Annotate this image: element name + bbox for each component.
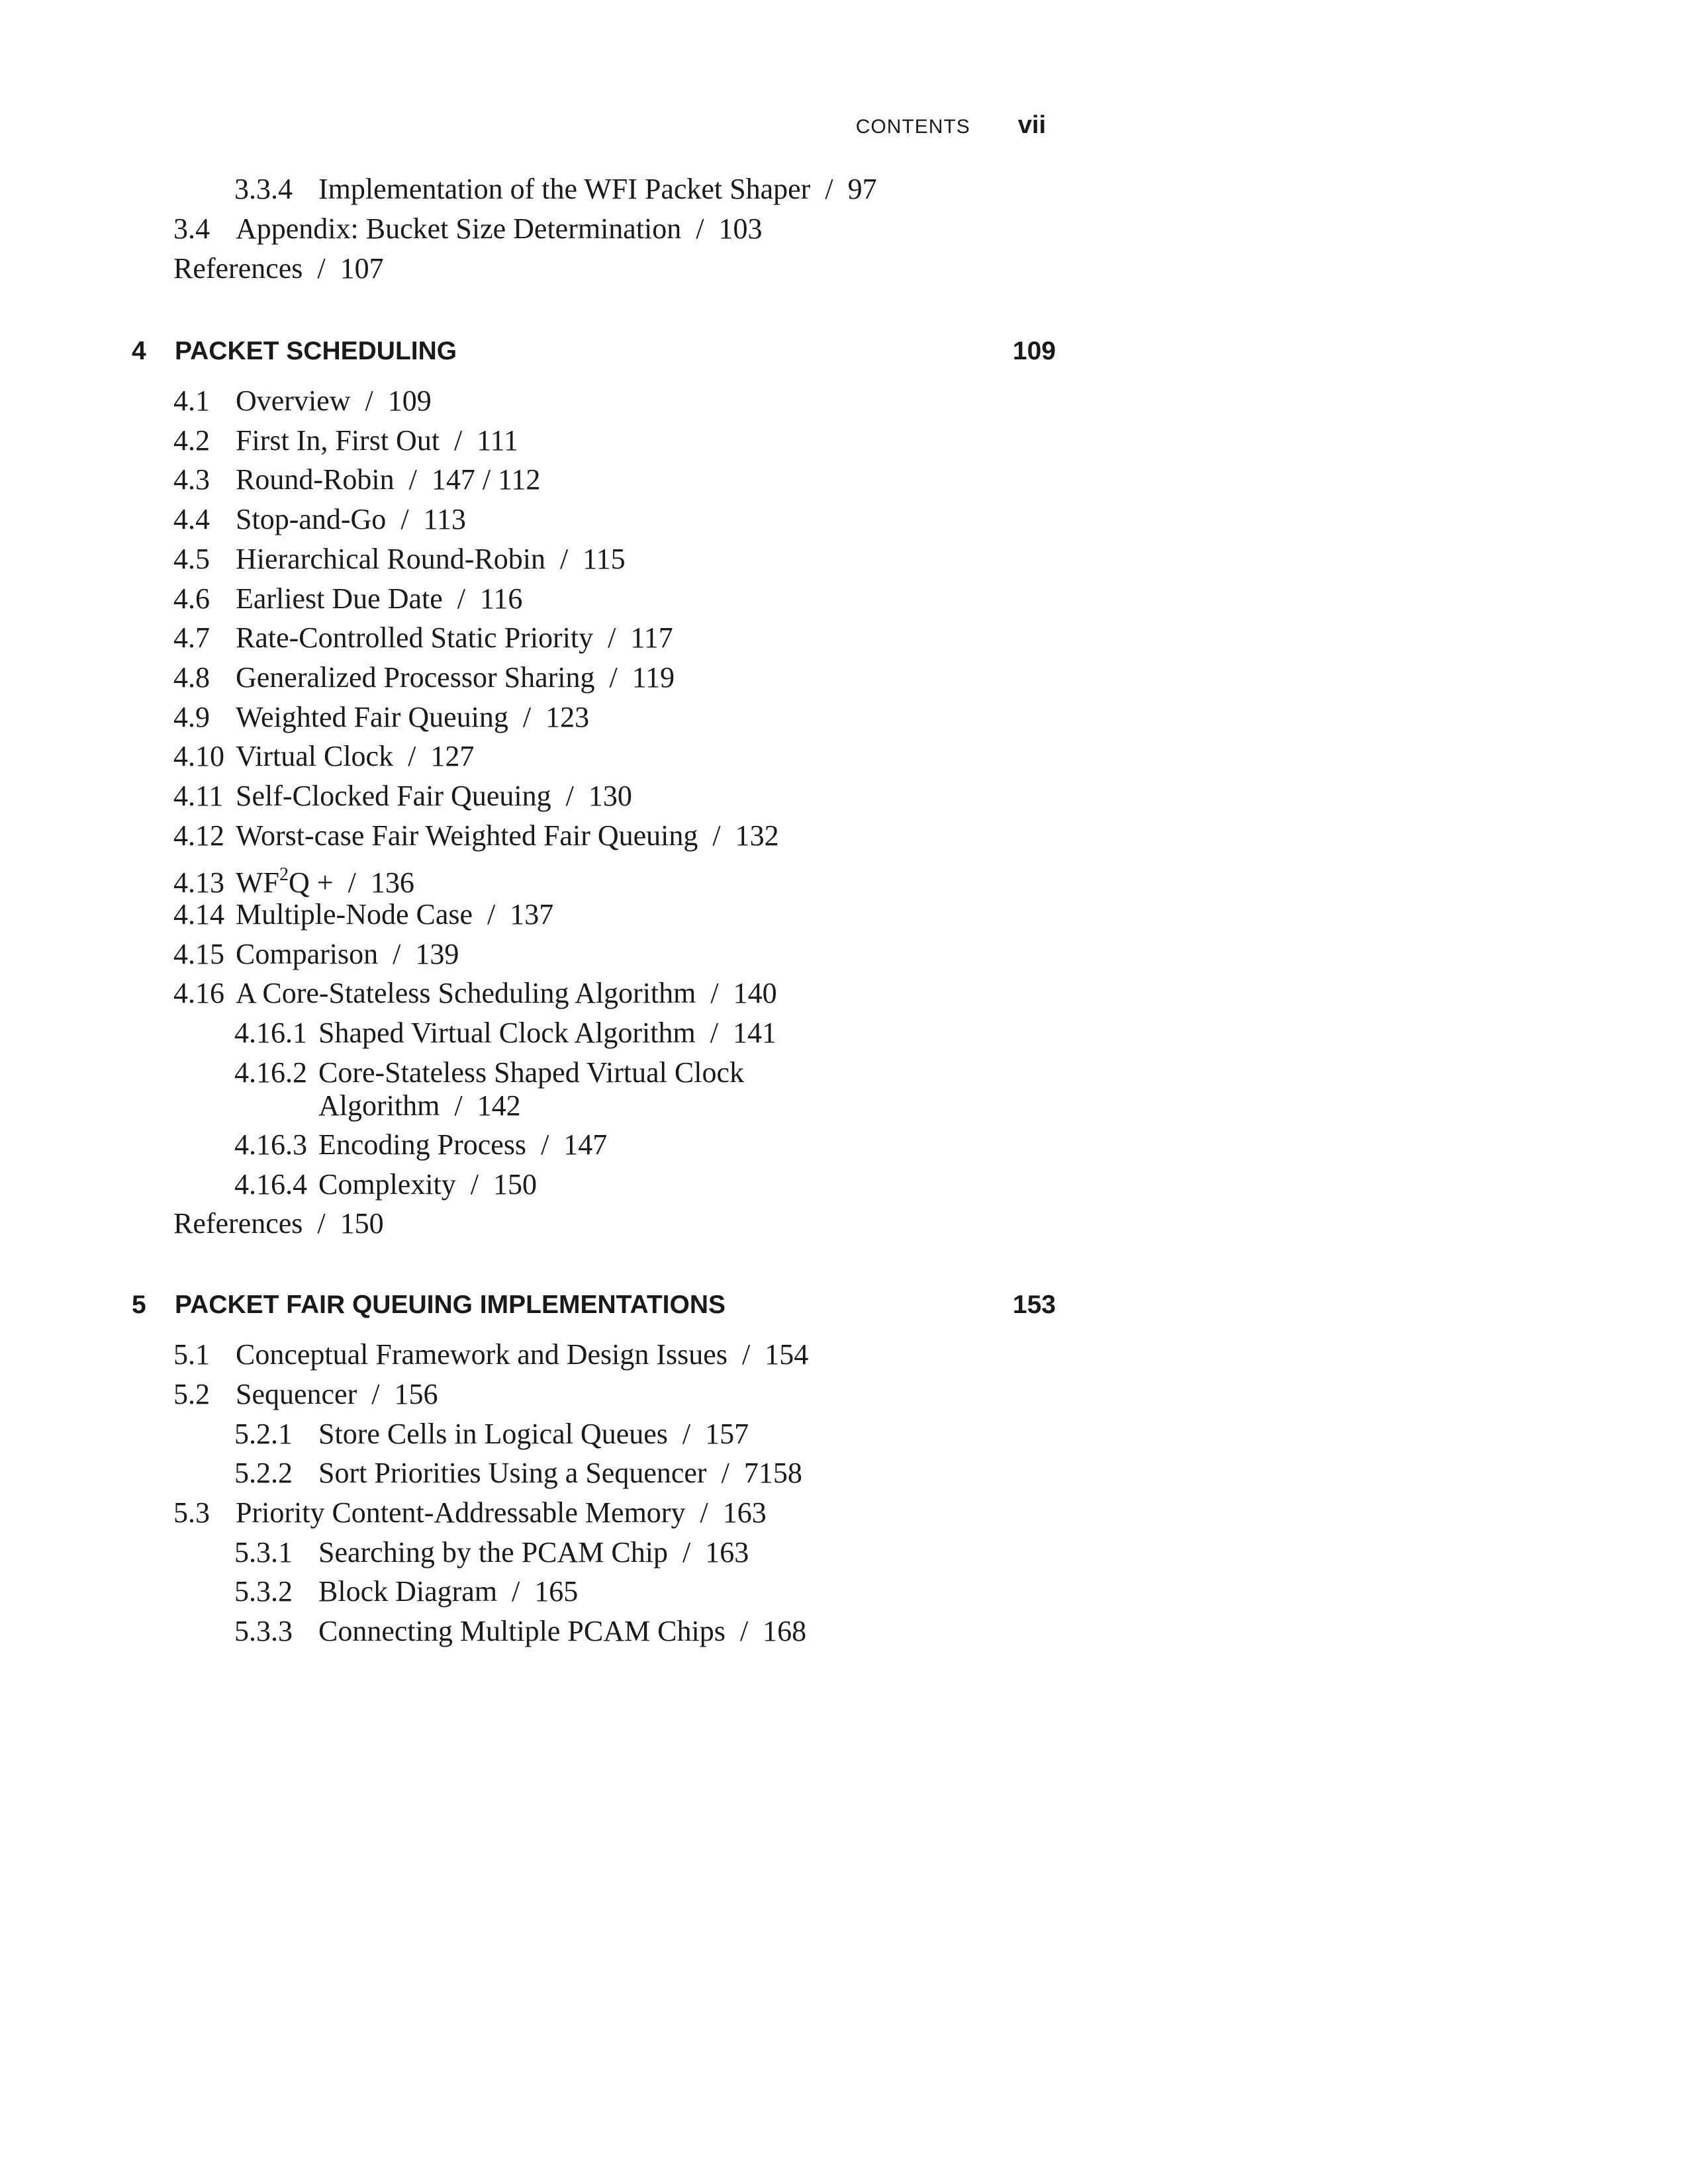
toc-entry[interactable]: 4.16.3 Encoding Process / 147 — [234, 1128, 608, 1161]
toc-entry-number: 5.2 — [173, 1378, 210, 1410]
chapter-title: PACKET SCHEDULING — [175, 337, 457, 365]
toc-entry-title: Encoding Process — [318, 1128, 527, 1161]
toc-entry-page: 132 — [735, 819, 779, 852]
chapter-number: 4 — [132, 337, 146, 365]
toc-entry-title: Rate-Controlled Static Priority — [236, 621, 594, 654]
toc-entry-title: Priority Content-Addressable Memory — [236, 1496, 686, 1529]
toc-entry-page: 136 — [370, 866, 414, 899]
toc-entry-page: 156 — [394, 1378, 438, 1410]
toc-entry-page: 113 — [423, 503, 466, 535]
toc-entry[interactable]: 4.16.4 Complexity / 150 — [234, 1168, 538, 1201]
toc-entry-title: Round-Robin — [236, 463, 395, 496]
toc-entry-page: 123 — [545, 701, 590, 733]
toc-entry[interactable]: 4.4 Stop-and-Go / 113 — [173, 503, 466, 535]
toc-entry-number: 4.16.2 — [234, 1056, 307, 1089]
toc-entry[interactable]: 4.3 Round-Robin / 147 / 112 — [173, 463, 541, 496]
toc-entry-page: 139 — [415, 938, 459, 970]
toc-entry-page: 109 — [387, 385, 432, 417]
toc-entry-page: 97 — [847, 173, 877, 205]
toc-entry[interactable]: 5.2.2 Sort Priorities Using a Sequencer / 7158 — [234, 1457, 802, 1489]
toc-entry-number: 4.4 — [173, 503, 210, 535]
toc-entry[interactable]: 5.3 Priority Content-Addressable Memory / 163 — [173, 1496, 767, 1529]
toc-entry[interactable] — [234, 1056, 744, 1089]
toc-entry[interactable]: 4.5 Hierarchical Round-Robin / 115 — [173, 543, 626, 575]
toc-entry-title: Virtual Clock — [236, 740, 394, 772]
toc-entry-number: 4.9 — [173, 701, 210, 733]
toc-entry-page: 150 — [340, 1207, 384, 1240]
chapter-page: 109 — [1012, 337, 1056, 365]
toc-entry[interactable]: 4.1 Overview / 109 — [173, 385, 432, 417]
toc-entry-page: 140 — [733, 977, 777, 1009]
toc-entry-number: 4.13 — [173, 866, 224, 899]
toc-entry-page: 150 — [493, 1168, 538, 1201]
toc-entry-page: 168 — [763, 1615, 807, 1647]
toc-entry-title: Comparison — [236, 938, 379, 970]
toc-entry-title: Generalized Processor Sharing — [236, 661, 595, 694]
toc-entry-title: Complexity — [318, 1168, 456, 1201]
toc-entry-title: References — [173, 1207, 303, 1240]
running-header-label: CONTENTS — [855, 116, 970, 138]
toc-entry-number: 5.3 — [173, 1496, 210, 1529]
toc-entry[interactable]: 5.3.1 Searching by the PCAM Chip / 163 — [234, 1536, 749, 1569]
toc-entry-number: 3.4 — [173, 212, 210, 245]
toc-entry-number: 4.7 — [173, 621, 210, 654]
toc-entry-number: 5.3.1 — [234, 1536, 293, 1569]
toc-entry[interactable]: 4.6 Earliest Due Date / 116 — [173, 582, 523, 615]
toc-entry-title: Appendix: Bucket Size Determination — [236, 212, 682, 245]
toc-entry[interactable]: 5.2.1 Store Cells in Logical Queues / 157 — [234, 1418, 749, 1450]
toc-entry-title: Hierarchical Round-Robin — [236, 543, 545, 575]
toc-entry-number: 4.15 — [173, 938, 224, 970]
toc-entry-title: Sort Priorities Using a Sequencer — [318, 1457, 707, 1489]
toc-entry-page: 119 — [632, 661, 675, 694]
toc-entry-title: Block Diagram — [318, 1575, 498, 1608]
toc-entry-title: References — [173, 252, 303, 285]
toc-entry-title: Core-Stateless Shaped Virtual Clock — [318, 1056, 744, 1089]
toc-entry-page: 130 — [588, 780, 632, 812]
toc-entry-page: 127 — [430, 740, 475, 772]
chapter-title: PACKET FAIR QUEUING IMPLEMENTATIONS — [175, 1291, 726, 1319]
toc-entry[interactable]: 4.8 Generalized Processor Sharing / 119 — [173, 661, 675, 694]
toc-entry-page: 116 — [479, 582, 523, 615]
chapter-heading[interactable] — [132, 1289, 1056, 1322]
toc-entry-number: 4.10 — [173, 740, 224, 772]
toc-entry-page: 163 — [705, 1536, 749, 1569]
toc-entry-title: Earliest Due Date — [236, 582, 443, 615]
toc-entry-page: 117 — [630, 621, 673, 654]
toc-entry[interactable]: 4.14 Multiple-Node Case / 137 — [173, 898, 554, 931]
toc-entry-number: 4.5 — [173, 543, 210, 575]
toc-entry[interactable]: 3.3.4 Implementation of the WFI Packet Shaper / 97 — [234, 173, 877, 205]
chapter-heading[interactable] — [132, 335, 1056, 368]
toc-entry[interactable]: 4.9 Weighted Fair Queuing / 123 — [173, 701, 590, 733]
toc-entry-page: 142 — [477, 1089, 521, 1122]
toc-entry-title: Sequencer — [236, 1378, 357, 1410]
toc-entry-page: 141 — [732, 1017, 776, 1049]
toc-entry-page: 111 — [477, 424, 519, 457]
toc-entry-title-superscript: 2 — [279, 864, 289, 885]
toc-entry-number: 5.3.3 — [234, 1615, 293, 1647]
toc-entry-page: 147 / 112 — [431, 463, 541, 496]
toc-entry-title: Shaped Virtual Clock Algorithm — [318, 1017, 696, 1049]
toc-entry[interactable]: 4.16.1 Shaped Virtual Clock Algorithm / 141 — [234, 1017, 776, 1049]
toc-entry-page: 147 — [563, 1128, 608, 1161]
toc-entry-references[interactable]: References / 107 — [173, 252, 384, 285]
toc-entry-page: 7158 — [743, 1457, 802, 1489]
toc-entry[interactable]: 5.3.3 Connecting Multiple PCAM Chips / 168 — [234, 1615, 807, 1647]
toc-entry-references[interactable]: References / 150 — [173, 1207, 384, 1240]
toc-entry-continuation[interactable]: Algorithm / 142 — [318, 1089, 521, 1122]
toc-entry-page: 137 — [510, 898, 554, 931]
toc-entry-number: 5.3.2 — [234, 1575, 293, 1608]
toc-entry-number: 4.16 — [173, 977, 224, 1009]
toc-entry-number: 4.1 — [173, 385, 210, 417]
toc-entry[interactable]: 4.11 Self-Clocked Fair Queuing / 130 — [173, 780, 632, 812]
toc-entry-title: Connecting Multiple PCAM Chips — [318, 1615, 726, 1647]
toc-entry-title: Overview — [236, 385, 351, 417]
toc-entry-title: Store Cells in Logical Queues — [318, 1418, 668, 1450]
toc-entry-page: 154 — [765, 1338, 809, 1371]
toc-entry-page: 115 — [583, 543, 626, 575]
toc-entry[interactable]: 3.4 Appendix: Bucket Size Determination / 103 — [173, 212, 763, 245]
toc-entry-number: 4.16.3 — [234, 1128, 307, 1161]
toc-entry-number: 4.3 — [173, 463, 210, 496]
toc-entry-number: 4.16.4 — [234, 1168, 307, 1201]
toc-entry-title: Implementation of the WFI Packet Shaper — [318, 173, 811, 205]
toc-entry-number: 4.6 — [173, 582, 210, 615]
toc-entry-title: First In, First Out — [236, 424, 440, 457]
toc-entry-title: Worst-case Fair Weighted Fair Queuing — [236, 819, 698, 852]
toc-entry-title: A Core-Stateless Scheduling Algorithm — [236, 977, 696, 1009]
chapter-number: 5 — [132, 1291, 146, 1319]
toc-entry-title-base: WF — [236, 866, 279, 899]
toc-entry-number: 5.1 — [173, 1338, 210, 1371]
toc-entry-page: 107 — [340, 252, 384, 285]
toc-entry[interactable]: 4.7 Rate-Controlled Static Priority / 117 — [173, 621, 673, 654]
toc-entry[interactable]: 5.1 Conceptual Framework and Design Issues / 154 — [173, 1338, 809, 1371]
toc-entry[interactable]: 4.16 A Core-Stateless Scheduling Algorithm / 140 — [173, 977, 777, 1009]
toc-entry-number: 5.2.2 — [234, 1457, 293, 1489]
chapter-page: 153 — [1012, 1291, 1056, 1319]
toc-entry-number: 4.8 — [173, 661, 210, 694]
toc-entry-number: 4.16.1 — [234, 1017, 307, 1049]
toc-entry-number: 4.12 — [173, 819, 224, 852]
toc-entry[interactable]: 4.13 $WF^2Q$ + / 136 — [173, 864, 414, 899]
toc-entry-number: 4.11 — [173, 780, 224, 812]
toc-entry[interactable]: 4.15 Comparison / 139 — [173, 938, 459, 970]
running-header — [856, 111, 1046, 140]
toc-entry-number: 4.14 — [173, 898, 224, 931]
toc-entry-title: Weighted Fair Queuing — [236, 701, 508, 733]
toc-entry-title: Conceptual Framework and Design Issues — [236, 1338, 727, 1371]
toc-entry-page: 165 — [534, 1575, 579, 1608]
toc-entry[interactable]: 5.2 Sequencer / 156 — [173, 1378, 438, 1410]
toc-entry-title: Searching by the PCAM Chip — [318, 1536, 668, 1569]
toc-entry-title: Stop-and-Go — [236, 503, 387, 535]
toc-entry-page: 163 — [722, 1496, 767, 1529]
toc-entry-number: 4.2 — [173, 424, 210, 457]
running-header-page-number: vii — [1017, 111, 1046, 139]
toc-entry[interactable]: 4.10 Virtual Clock / 127 — [173, 740, 475, 772]
toc-entry-page: 103 — [718, 212, 763, 245]
toc-entry-title-suffix: Q + — [289, 866, 334, 899]
toc-entry-title: Multiple-Node Case — [236, 898, 473, 931]
toc-entry-title: Self-Clocked Fair Queuing — [236, 780, 551, 812]
toc-entry[interactable]: 4.12 Worst-case Fair Weighted Fair Queuing / 132 — [173, 819, 779, 852]
toc-entry-page: 157 — [705, 1418, 749, 1450]
toc-entry-number: 3.3.4 — [234, 173, 293, 205]
toc-entry-title-line2: Algorithm — [318, 1089, 440, 1122]
toc-entry-number: 5.2.1 — [234, 1418, 293, 1450]
toc-entry[interactable]: 4.2 First In, First Out / 111 — [173, 424, 519, 457]
toc-entry-title — [236, 866, 334, 899]
toc-entry[interactable]: 5.3.2 Block Diagram / 165 — [234, 1575, 579, 1608]
